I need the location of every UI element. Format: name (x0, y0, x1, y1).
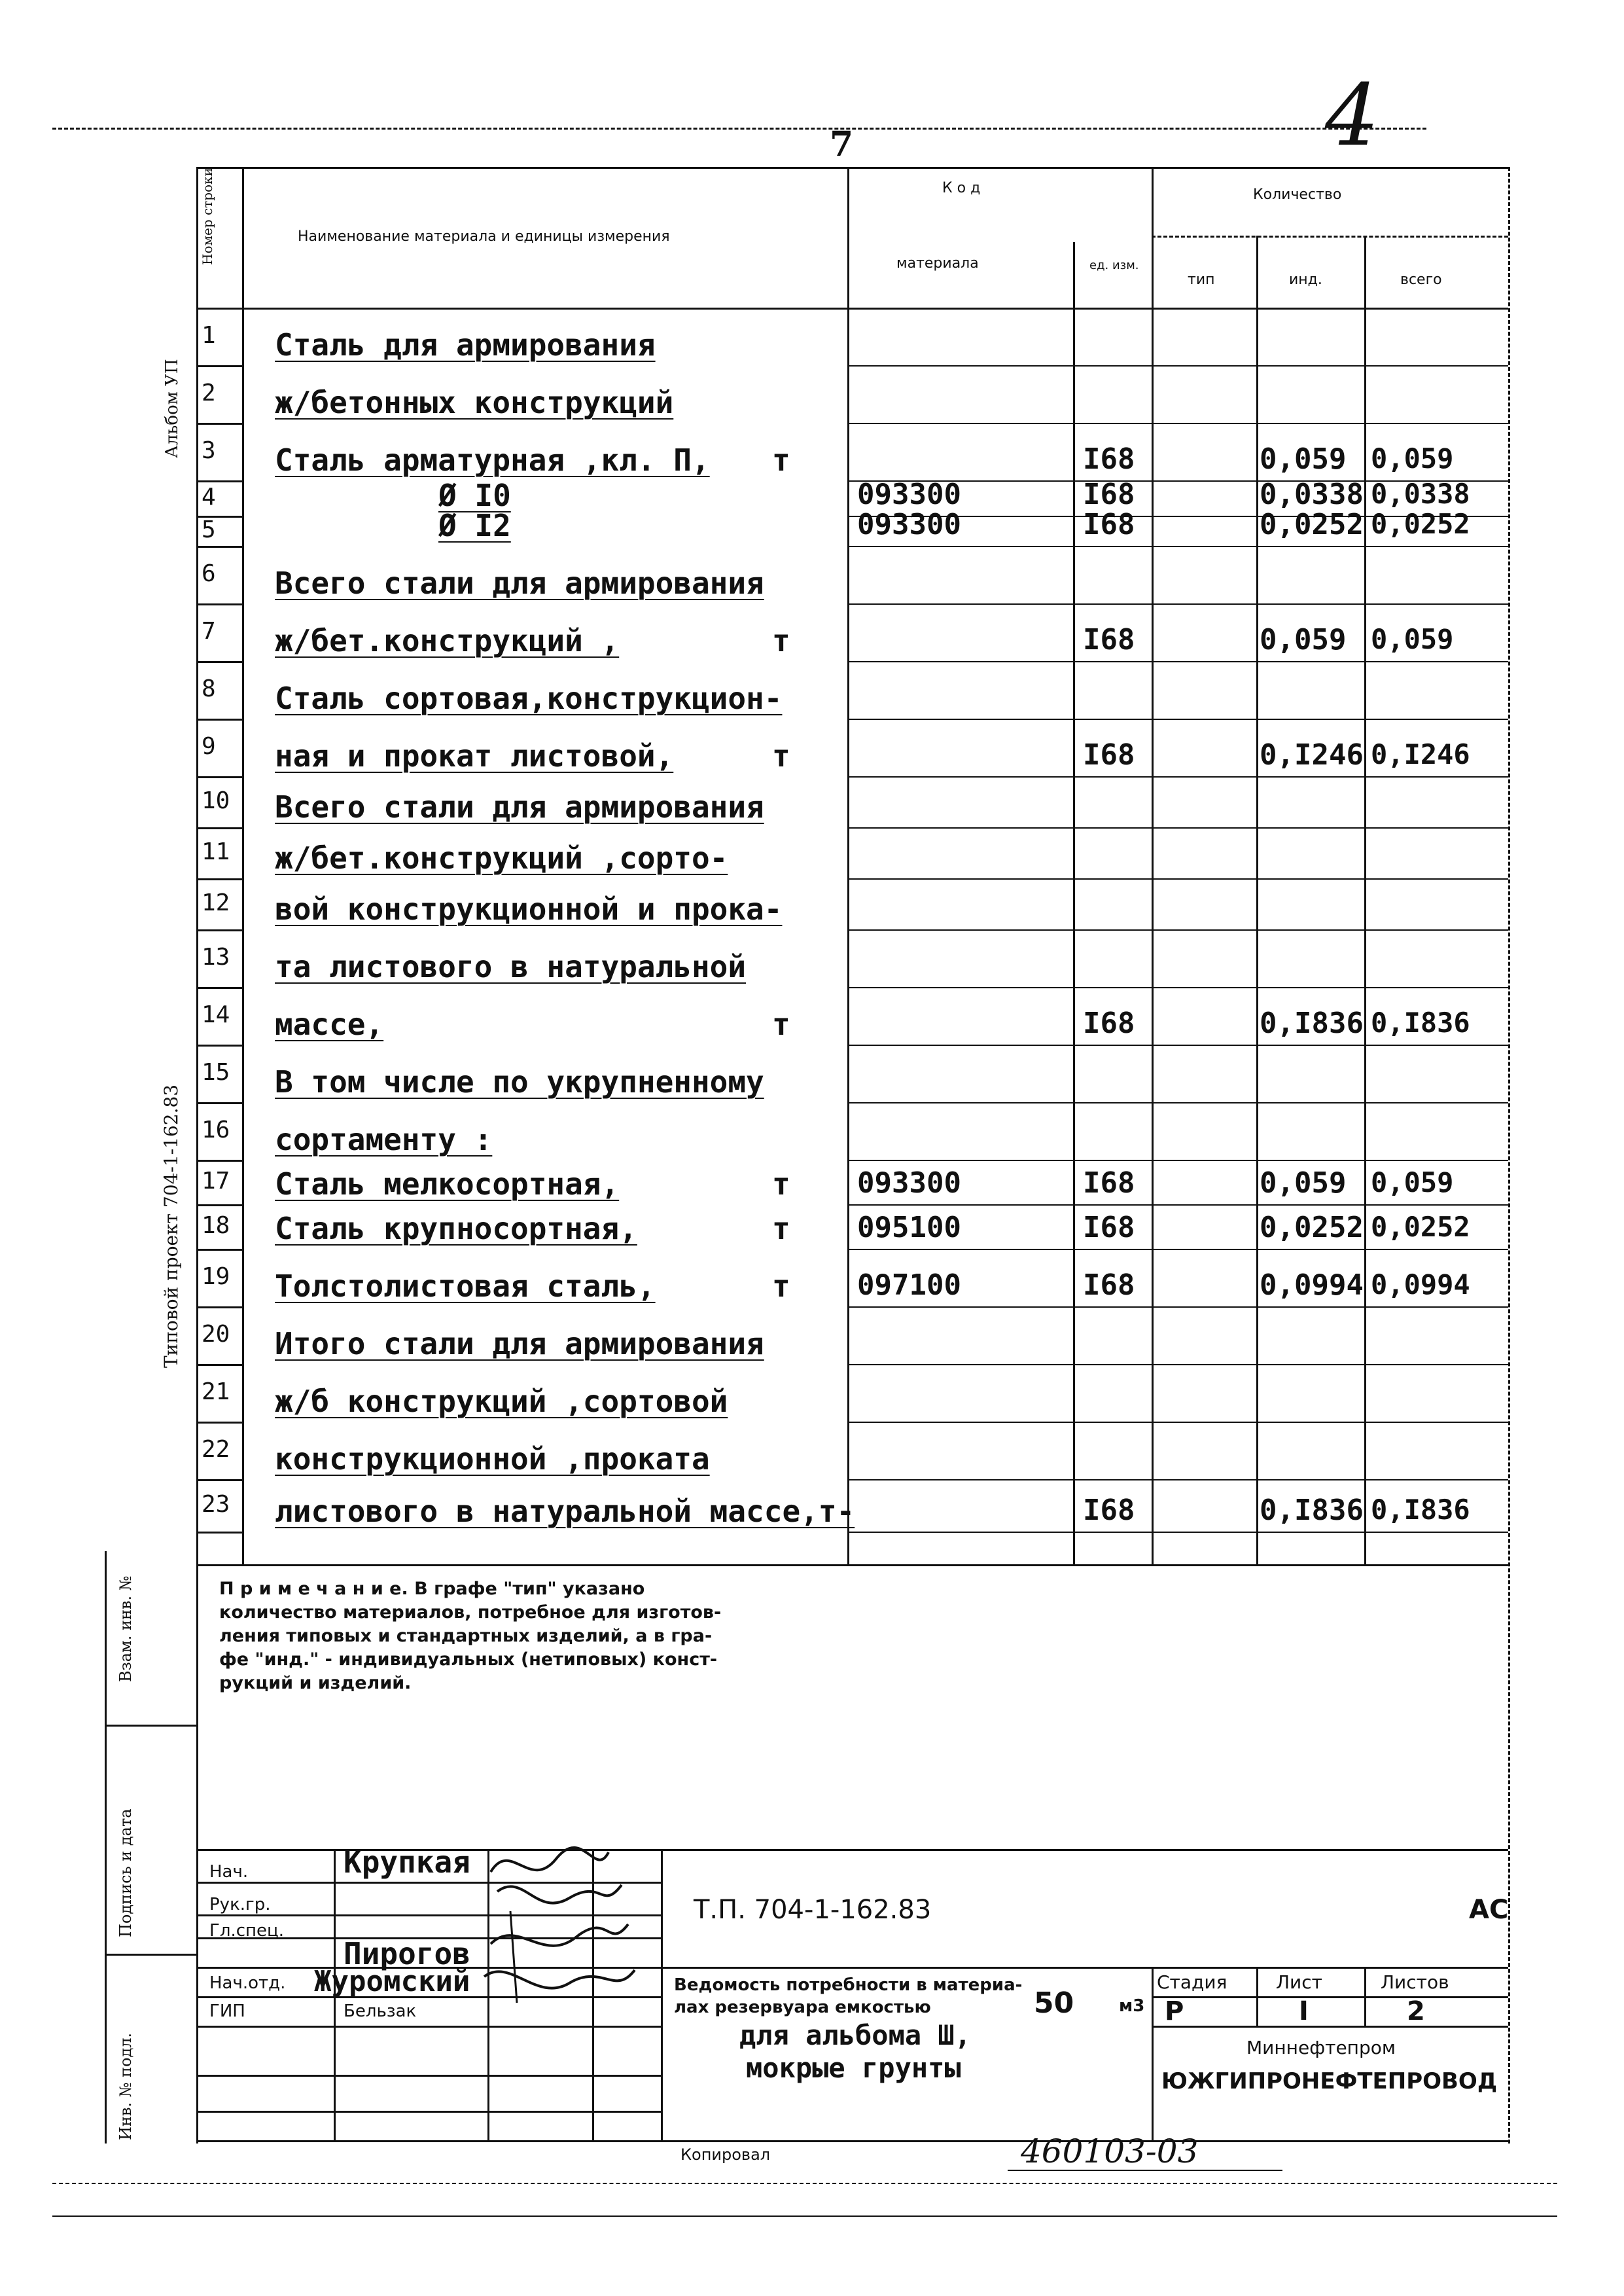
row-line (847, 1422, 1508, 1423)
row-unit-t: т (772, 1007, 790, 1042)
row-number: 5 (202, 516, 216, 543)
row-name: Толстолистовая сталь, (275, 1268, 656, 1304)
row-name: вой конструкционной и прока- (275, 891, 783, 927)
row-line (847, 1532, 1508, 1533)
row-name: Сталь крупносортная, (275, 1211, 637, 1246)
stamp-org-2: ЮЖГИПРОНЕФТЕПРОВОД (1161, 2068, 1498, 2094)
note-line-1: П р и м е ч а н и е. В графе "тип" указано (219, 1579, 645, 1599)
row-number: 16 (202, 1117, 230, 1143)
stamp-volume-unit: м3 (1119, 1996, 1145, 2016)
stamp-mark: АС (1469, 1895, 1509, 1925)
row-line (847, 929, 1508, 931)
side-strip-split1 (105, 1725, 196, 1727)
page-number: 7 (830, 124, 854, 164)
note-line-4: фе "инд." - индивидуальных (нетиповых) конст- (219, 1649, 718, 1670)
row-line (196, 929, 242, 931)
header-qty-split (1152, 236, 1508, 238)
stamp-title-1: Ведомость потребности в материа- (674, 1975, 1023, 1995)
row-name: В том числе по укрупненному (275, 1064, 764, 1100)
row-unit: I68 (1083, 738, 1135, 772)
header-qty-total: всего (1400, 272, 1442, 288)
bottom-rule-2 (52, 2215, 1557, 2217)
row-ind: 0,059 (1260, 442, 1347, 476)
frame-left (196, 167, 198, 2144)
row-line (196, 1532, 242, 1534)
row-unit: I68 (1083, 478, 1135, 511)
row-unit-t: т (772, 623, 790, 658)
row-number: 12 (202, 889, 230, 916)
stamp-stage-split (1152, 1996, 1508, 1998)
row-line (847, 423, 1508, 424)
stamp-role-3: Гл.спец. (209, 1921, 284, 1941)
side-project: Типовой проект 704-1-162.83 (160, 1084, 182, 1368)
row-line (196, 480, 242, 482)
row-code: 097100 (857, 1268, 961, 1302)
corner-sheet-number: 4 (1325, 65, 1379, 165)
stamp-role-4: Нач.отд. (209, 1973, 286, 1993)
row-unit-t: т (772, 1166, 790, 1202)
row-ind: 0,059 (1260, 1166, 1347, 1200)
side-strip-line (105, 1551, 107, 2144)
row-line (196, 603, 242, 605)
row-line (196, 1045, 242, 1047)
note-block (219, 1577, 721, 1695)
row-total: 0,0252 (1371, 1211, 1470, 1243)
row-name: Сталь мелкосортная, (275, 1166, 620, 1202)
row-name: ж/б конструкций ,сортовой (275, 1384, 728, 1419)
row-line (847, 1045, 1508, 1046)
stamp-org-1: Миннефтепром (1246, 2037, 1396, 2058)
stamp-row-g (196, 2075, 661, 2077)
row-line (196, 1364, 242, 1366)
row-line (196, 987, 242, 989)
row-number: 13 (202, 944, 230, 971)
row-ind: 0,059 (1260, 623, 1347, 656)
inventory-underline (1008, 2170, 1282, 2171)
stamp-name-5: Бельзак (344, 2001, 417, 2021)
row-line (847, 1160, 1508, 1161)
row-line (196, 546, 242, 548)
row-unit: I68 (1083, 1007, 1135, 1040)
row-name: ж/бет.конструкций , (275, 623, 620, 658)
row-ind: 0,I246 (1260, 738, 1364, 772)
row-name: конструкционной ,проката (275, 1441, 710, 1477)
stamp-role-5: ГИП (209, 2001, 245, 2021)
stamp-name-1: Крупкая (344, 1844, 470, 1880)
row-number: 20 (202, 1321, 230, 1348)
header-bottom (196, 308, 1508, 310)
row-name: ж/бет.конструкций ,сорто- (275, 840, 728, 876)
row-line (847, 1249, 1508, 1250)
row-number: 18 (202, 1212, 230, 1239)
col-rowno-line (242, 167, 244, 1564)
row-number: 3 (202, 437, 216, 464)
row-name: ж/бетонных конструкций (275, 385, 674, 420)
row-total: 0,0252 (1371, 508, 1470, 540)
row-code: 095100 (857, 1211, 961, 1244)
stamp-name-3: Пирогов (344, 1936, 470, 1971)
row-unit: I68 (1083, 1166, 1135, 1200)
row-line (847, 661, 1508, 662)
row-number: 9 (202, 733, 216, 760)
row-line (196, 1479, 242, 1481)
stamp-stage: Р (1165, 1996, 1184, 2026)
stamp-role-1: Нач. (209, 1862, 249, 1882)
row-line (196, 878, 242, 880)
row-number: 22 (202, 1436, 230, 1463)
row-total: 0,0994 (1371, 1268, 1470, 1300)
row-name: Сталь для армирования (275, 327, 656, 363)
row-name: листового в натуральной массе,т- (275, 1494, 855, 1529)
copied-label: Копировал (680, 2145, 771, 2164)
row-name: Ø I0 (438, 478, 511, 513)
row-number: 17 (202, 1168, 230, 1194)
stamp-org-split (1152, 2026, 1508, 2028)
row-line (196, 1249, 242, 1251)
row-unit: I68 (1083, 1211, 1135, 1244)
row-total: 0,059 (1371, 1166, 1454, 1198)
note-line-5: рукций и изделий. (219, 1673, 412, 1693)
col-name-line (847, 167, 849, 1564)
bottom-rule-1 (52, 2183, 1557, 2184)
row-name: сортаменту : (275, 1122, 493, 1157)
row-number: 19 (202, 1263, 230, 1290)
row-unit: I68 (1083, 508, 1135, 541)
stamp-volume: 50 (1034, 1986, 1074, 2020)
header-code-material: материала (896, 255, 979, 272)
signatures-graphic (471, 1833, 667, 2029)
stamp-role-2: Рук.гр. (209, 1895, 271, 1914)
row-number: 11 (202, 838, 230, 865)
row-number: 8 (202, 675, 216, 702)
stamp-doc-code: Т.П. 704-1-162.83 (694, 1895, 932, 1925)
row-ind: 0,0252 (1260, 1211, 1364, 1244)
row-unit-t: т (772, 738, 790, 774)
row-line (847, 1102, 1508, 1103)
row-line (847, 878, 1508, 880)
row-line (196, 1102, 242, 1104)
row-line (196, 719, 242, 721)
row-line (847, 603, 1508, 605)
side-podpis: Подпись и дата (116, 1808, 135, 1937)
row-line (196, 423, 242, 425)
note-line-3: ления типовых и стандартных изделий, а в гра- (219, 1626, 713, 1646)
row-line (847, 776, 1508, 778)
stamp-sheets-label: Листов (1381, 1971, 1449, 1993)
side-album: Альбом УП (162, 359, 182, 458)
row-line (196, 827, 242, 829)
stamp-sheets: 2 (1407, 1996, 1425, 2026)
row-line (847, 546, 1508, 547)
row-ind: 0,I836 (1260, 1007, 1364, 1040)
row-total: 0,0338 (1371, 478, 1470, 510)
row-line (196, 1422, 242, 1424)
header-row-no: Номер строки (200, 168, 215, 265)
row-number: 23 (202, 1491, 230, 1518)
row-line (196, 776, 242, 778)
stamp-row-h (196, 2111, 661, 2113)
row-unit: I68 (1083, 442, 1135, 476)
stamp-sheet-label: Лист (1276, 1971, 1322, 1993)
row-line (847, 1364, 1508, 1365)
row-ind: 0,0252 (1260, 508, 1364, 541)
row-unit: I68 (1083, 623, 1135, 656)
top-rule (52, 128, 1426, 130)
header-name: Наименование материала и единицы измерения (298, 228, 670, 245)
row-number: 1 (202, 322, 216, 349)
row-line (847, 1306, 1508, 1308)
stamp-col-stage (1152, 1967, 1154, 2140)
stamp-mid (661, 1967, 1508, 1969)
row-line (847, 827, 1508, 829)
stamp-bottom (196, 2140, 1508, 2142)
header-qty-ind: инд. (1289, 272, 1322, 288)
inventory-number: 460103-03 (1021, 2132, 1199, 2170)
row-line (847, 1204, 1508, 1206)
row-ind: 0,I836 (1260, 1494, 1364, 1527)
row-name: ная и прокат листовой, (275, 738, 674, 774)
side-vzam: Взам. инв. № (116, 1575, 135, 1682)
row-unit-t: т (772, 442, 790, 478)
row-line (196, 365, 242, 367)
row-number: 10 (202, 787, 230, 814)
row-number: 14 (202, 1001, 230, 1028)
row-total: 0,059 (1371, 623, 1454, 655)
row-line (196, 1306, 242, 1308)
side-inv: Инв. № подл. (116, 2032, 135, 2140)
col-code-line (1073, 242, 1075, 1564)
row-unit-t: т (772, 1268, 790, 1304)
row-total: 0,I246 (1371, 738, 1470, 770)
row-unit: I68 (1083, 1494, 1135, 1527)
row-name: Сталь сортовая,конструкцион- (275, 681, 783, 716)
row-line (196, 1160, 242, 1162)
row-number: 4 (202, 484, 216, 511)
row-line (847, 365, 1508, 367)
stamp-sheet: I (1299, 1996, 1309, 2026)
row-name: Итого стали для армирования (275, 1326, 764, 1361)
row-total: 0,I836 (1371, 1007, 1470, 1039)
header-code: К о д (942, 180, 981, 196)
row-line (847, 987, 1508, 988)
row-number: 15 (202, 1059, 230, 1086)
stamp-title-2: лах резервуара емкостью (674, 1998, 931, 2017)
row-total: 0,059 (1371, 442, 1454, 475)
row-name: Ø I2 (438, 508, 511, 543)
row-name: Всего стали для армирования (275, 565, 764, 601)
stamp-name-4: Журомский (314, 1965, 470, 1998)
note-line-2: количество материалов, потребное для изготов- (219, 1602, 722, 1623)
col-unit-line (1152, 167, 1154, 1564)
frame-top (196, 167, 1508, 169)
stamp-title-4: мокрые грунты (746, 2052, 961, 2084)
row-line (196, 1204, 242, 1206)
row-number: 6 (202, 560, 216, 587)
header-code-unit: ед. изм. (1089, 259, 1139, 272)
row-code: 093300 (857, 1166, 961, 1200)
row-name: массе, (275, 1007, 384, 1042)
row-total: 0,I836 (1371, 1494, 1470, 1526)
header-quantity: Количество (1253, 187, 1342, 203)
row-name: Сталь арматурная ,кл. П, (275, 442, 710, 478)
stamp-stage-label: Стадия (1157, 1971, 1227, 1993)
row-ind: 0,0338 (1260, 478, 1364, 511)
header-qty-type: тип (1188, 272, 1215, 288)
stamp-title-3: для альбома Ш, (739, 2019, 972, 2051)
row-line (847, 719, 1508, 720)
row-line (196, 661, 242, 663)
row-unit: I68 (1083, 1268, 1135, 1302)
row-code: 093300 (857, 478, 961, 511)
row-line (847, 1479, 1508, 1480)
row-ind: 0,0994 (1260, 1268, 1364, 1302)
side-strip-split2 (105, 1954, 196, 1956)
row-unit-t: т (772, 1211, 790, 1246)
frame-right (1508, 167, 1510, 2144)
row-number: 21 (202, 1378, 230, 1405)
row-number: 7 (202, 618, 216, 645)
row-name: та листового в натуральной (275, 949, 747, 984)
row-code: 093300 (857, 508, 961, 541)
row-number: 2 (202, 380, 216, 406)
note-top (196, 1564, 1508, 1566)
row-name: Всего стали для армирования (275, 789, 764, 825)
